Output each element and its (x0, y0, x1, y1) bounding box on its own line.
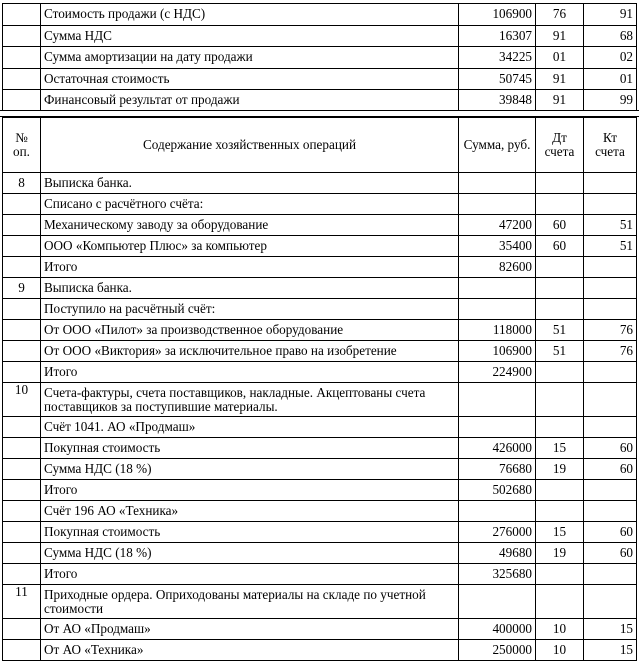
credit-cell: 76 (584, 341, 637, 362)
table-row (3, 278, 637, 299)
credit-cell: 60 (584, 438, 637, 459)
debit-cell (536, 257, 584, 278)
op-number-cell (3, 619, 41, 640)
op-number-cell: 11 (3, 585, 41, 619)
debit-cell (536, 299, 584, 320)
sum-cell: 34225 (459, 47, 536, 69)
op-number-cell (3, 522, 41, 543)
op-number-cell (3, 257, 41, 278)
op-number-cell (3, 341, 41, 362)
table-separator (0, 110, 639, 117)
op-number-cell (3, 640, 41, 661)
debit-cell (536, 417, 584, 438)
table-row (3, 459, 637, 480)
description-cell: Итого (41, 480, 459, 501)
credit-cell (584, 383, 637, 417)
debit-cell: 01 (536, 47, 584, 69)
debit-cell: 19 (536, 543, 584, 564)
credit-cell (584, 480, 637, 501)
description-cell: От ООО «Виктория» за исключительное право на изобретение (41, 341, 459, 362)
table-row (3, 90, 637, 112)
op-number-cell (3, 47, 41, 69)
sum-cell: 39848 (459, 90, 536, 112)
sum-cell (459, 383, 536, 417)
description-cell: Остаточная стоимость (41, 68, 459, 90)
sum-cell: 35400 (459, 236, 536, 257)
debit-cell: 10 (536, 619, 584, 640)
credit-cell (584, 501, 637, 522)
op-number-cell (3, 4, 41, 26)
op-number-cell (3, 417, 41, 438)
debit-cell: 15 (536, 522, 584, 543)
op-number-cell (3, 459, 41, 480)
table-row (3, 4, 637, 26)
op-number-cell (3, 543, 41, 564)
debit-cell (536, 480, 584, 501)
description-cell: ООО «Компьютер Плюс» за компьютер (41, 236, 459, 257)
sum-cell: 106900 (459, 4, 536, 26)
debit-cell (536, 585, 584, 619)
sum-cell (459, 501, 536, 522)
table-row (3, 501, 637, 522)
header-credit: Кт счета (584, 118, 637, 173)
sum-cell: 400000 (459, 619, 536, 640)
business-operations-table (2, 117, 637, 661)
op-number-cell (3, 299, 41, 320)
description-cell: Сумма амортизации на дату продажи (41, 47, 459, 69)
credit-cell: 91 (584, 4, 637, 26)
description-cell: Приходные ордера. Оприходованы материалы на складе по учетной стоимости (41, 585, 459, 619)
table-row (3, 480, 637, 501)
credit-cell (584, 173, 637, 194)
table-row (3, 320, 637, 341)
debit-cell (536, 564, 584, 585)
op-number-cell (3, 25, 41, 47)
debit-cell: 10 (536, 640, 584, 661)
table-row (3, 25, 637, 47)
sum-cell: 49680 (459, 543, 536, 564)
sum-cell: 16307 (459, 25, 536, 47)
description-cell: Счёт 196 АО «Техника» (41, 501, 459, 522)
table-row (3, 640, 637, 661)
description-cell: Стоимость продажи (с НДС) (41, 4, 459, 26)
op-number-cell (3, 480, 41, 501)
credit-cell: 76 (584, 320, 637, 341)
table-row (3, 417, 637, 438)
op-number-cell (3, 320, 41, 341)
description-cell: Поступило на расчётный счёт: (41, 299, 459, 320)
op-number-cell: 10 (3, 383, 41, 417)
credit-cell (584, 362, 637, 383)
description-cell: Сумма НДС (18 %) (41, 459, 459, 480)
sum-cell: 224900 (459, 362, 536, 383)
sum-cell: 76680 (459, 459, 536, 480)
table-row (3, 438, 637, 459)
table-row (3, 585, 637, 619)
credit-cell (584, 278, 637, 299)
description-cell: Итого (41, 564, 459, 585)
sum-cell: 325680 (459, 564, 536, 585)
sum-cell (459, 194, 536, 215)
table-row (3, 543, 637, 564)
table-row (3, 68, 637, 90)
debit-cell (536, 362, 584, 383)
debit-cell: 19 (536, 459, 584, 480)
table-row (3, 173, 637, 194)
description-cell: Механическому заводу за оборудование (41, 215, 459, 236)
description-cell: Выписка банка. (41, 278, 459, 299)
table-row (3, 522, 637, 543)
credit-cell: 68 (584, 25, 637, 47)
table-row (3, 257, 637, 278)
op-number-cell (3, 438, 41, 459)
debit-cell (536, 278, 584, 299)
table-row (3, 619, 637, 640)
sum-cell: 250000 (459, 640, 536, 661)
table-row (3, 215, 637, 236)
header-description: Содержание хозяйственных операций (41, 118, 459, 173)
sum-cell: 106900 (459, 341, 536, 362)
debit-cell: 15 (536, 438, 584, 459)
header-debit: Дт счета (536, 118, 584, 173)
debit-cell (536, 173, 584, 194)
description-cell: Счета-фактуры, счета поставщиков, накладные. Акцептованы счета поставщиков за поступившие материалы. (41, 383, 459, 417)
op-number-cell (3, 194, 41, 215)
sum-cell: 118000 (459, 320, 536, 341)
op-number-cell (3, 215, 41, 236)
sum-cell (459, 278, 536, 299)
credit-cell: 51 (584, 236, 637, 257)
op-number-cell (3, 501, 41, 522)
debit-cell: 76 (536, 4, 584, 26)
credit-cell (584, 299, 637, 320)
sum-cell: 426000 (459, 438, 536, 459)
table-row (3, 362, 637, 383)
credit-cell: 15 (584, 619, 637, 640)
description-cell: Покупная стоимость (41, 522, 459, 543)
op-number-cell (3, 564, 41, 585)
sum-cell (459, 173, 536, 194)
credit-cell: 02 (584, 47, 637, 69)
debit-cell (536, 194, 584, 215)
credit-cell (584, 417, 637, 438)
table-row (3, 341, 637, 362)
debit-cell: 91 (536, 68, 584, 90)
sum-cell (459, 417, 536, 438)
op-number-cell (3, 362, 41, 383)
op-number-cell: 9 (3, 278, 41, 299)
table-row (3, 47, 637, 69)
sum-cell: 47200 (459, 215, 536, 236)
credit-cell: 01 (584, 68, 637, 90)
credit-cell: 60 (584, 543, 637, 564)
description-cell: От ООО «Пилот» за производственное оборудование (41, 320, 459, 341)
debit-cell: 91 (536, 90, 584, 112)
table-row (3, 194, 637, 215)
credit-cell: 99 (584, 90, 637, 112)
table-row (3, 383, 637, 417)
debit-cell (536, 383, 584, 417)
description-cell: От АО «Техника» (41, 640, 459, 661)
sale-operations-table (2, 3, 637, 112)
description-cell: Выписка банка. (41, 173, 459, 194)
description-cell: Сумма НДС (18 %) (41, 543, 459, 564)
credit-cell: 51 (584, 215, 637, 236)
op-number-cell (3, 90, 41, 112)
description-cell: Финансовый результат от продажи (41, 90, 459, 112)
table-header-row (3, 118, 637, 173)
table-row (3, 299, 637, 320)
op-number-cell (3, 236, 41, 257)
debit-cell: 60 (536, 236, 584, 257)
description-cell: Итого (41, 257, 459, 278)
sum-cell: 50745 (459, 68, 536, 90)
description-cell: Списано с расчётного счёта: (41, 194, 459, 215)
sum-cell: 502680 (459, 480, 536, 501)
description-cell: Счёт 1041. АО «Продмаш» (41, 417, 459, 438)
op-number-cell (3, 68, 41, 90)
description-cell: Сумма НДС (41, 25, 459, 47)
credit-cell: 15 (584, 640, 637, 661)
description-cell: От АО «Продмаш» (41, 619, 459, 640)
table-row (3, 564, 637, 585)
sum-cell: 82600 (459, 257, 536, 278)
credit-cell (584, 564, 637, 585)
debit-cell: 51 (536, 341, 584, 362)
credit-cell (584, 257, 637, 278)
credit-cell (584, 194, 637, 215)
sum-cell (459, 299, 536, 320)
credit-cell: 60 (584, 459, 637, 480)
table-row (3, 236, 637, 257)
header-op-number: № оп. (3, 118, 41, 173)
description-cell: Итого (41, 362, 459, 383)
sum-cell (459, 585, 536, 619)
debit-cell (536, 501, 584, 522)
description-cell: Покупная стоимость (41, 438, 459, 459)
debit-cell: 60 (536, 215, 584, 236)
header-sum: Сумма, руб. (459, 118, 536, 173)
debit-cell: 51 (536, 320, 584, 341)
sum-cell: 276000 (459, 522, 536, 543)
credit-cell (584, 585, 637, 619)
op-number-cell: 8 (3, 173, 41, 194)
credit-cell: 60 (584, 522, 637, 543)
debit-cell: 91 (536, 25, 584, 47)
